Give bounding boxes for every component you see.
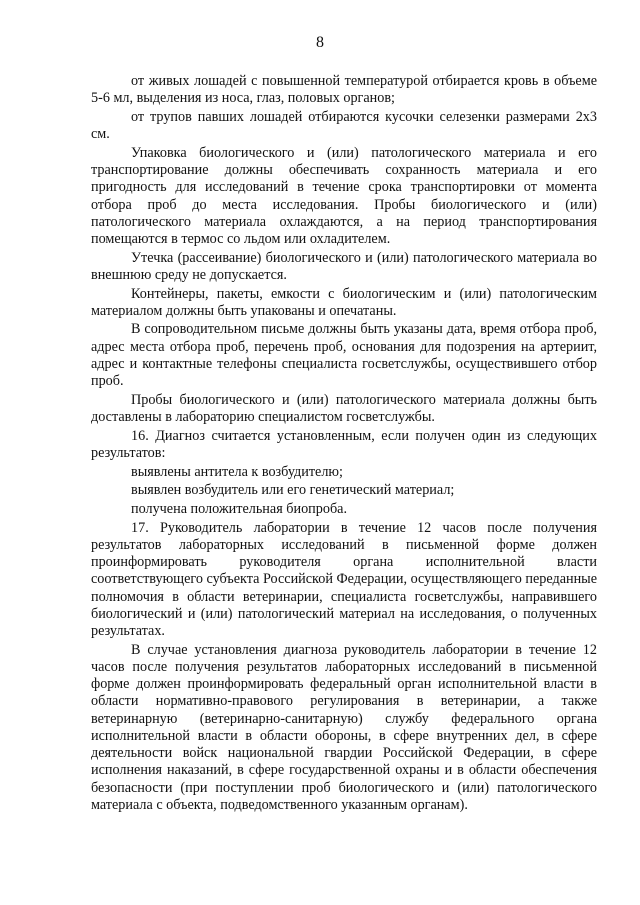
list-item-bioassay: получена положительная биопроба.	[131, 500, 348, 517]
list-item-antibodies: выявлены антитела к возбудителю;	[131, 463, 343, 480]
paragraph-containers-sealed: Контейнеры, пакеты, емкости с биологическим и (или) патологическим материалом должны быть упакованы и опечатаны.	[91, 285, 597, 319]
list-item-pathogen: выявлен возбудитель или его генетический материал;	[131, 482, 455, 499]
paragraph-delivery: Пробы биологического и (или) патологического материала должны быть доставлены в лабораторию специалистом госветслужбы.	[91, 391, 597, 426]
paragraph-packaging-transport: Упаковка биологического и (или) патологического материала и его транспортирование должны обеспечивать сохранность материала и его пригодность для исследований в течение срока транспортировки от момента отбора проб до места исследования. Пробы биологического и (или) патологического материала охлаждаются, а на период транспортирования помещаются в термос со льдом или охладителем.	[91, 144, 597, 248]
paragraph-spleen-sampling: от трупов павших лошадей отбираются кусочки селезенки размерами 2х3 см.	[91, 108, 597, 143]
paragraph-cover-letter: В сопроводительном письме должны быть указаны дата, время отбора проб, адрес места отбора проб, перечень проб, основания для подозрения на артериит, адрес и контактные телефоны специалиста госветслужбы, осуществившего отбор проб.	[91, 321, 597, 390]
paragraph-diagnosis-notification: В случае установления диагноза руководитель лаборатории в течение 12 часов после получения результатов лабораторных исследований в письменной форме должен проинформировать федеральный орган исполнительной власти в области нормативно-правового регулирования в ветеринарии, а также ветеринарную (ветеринарно-санитарную) службу федерального органа исполнительной власти в области обороны, в сфере внутренних дел, в сфере деятельности войск национальной гвардии Российской Федерации, в сфере исполнения наказаний, в сфере государственной охраны и в области обеспечения безопасности (при поступлении проб биологического и (или) патологического материала с объекта, подведомственного указанным органам).	[91, 641, 597, 813]
document-body	[91, 73, 597, 816]
paragraph-leak-prohibited: Утечка (рассеивание) биологического и (или) патологического материала во внешнюю среду не допускается.	[91, 249, 597, 283]
paragraph-lab-head-17: 17. Руководитель лаборатории в течение 12 часов после получения результатов лабораторных исследований в письменной форме должен проинформировать руководителя органа исполнительной власти соответствующего субъекта Российской Федерации, осуществляющего переданные полномочия в области ветеринарии, специалиста госветслужбы, направившего биологический и (или) патологический материал на исследования, о полученных результатах.	[91, 519, 597, 640]
paragraph-blood-sampling: от живых лошадей с повышенной температурой отбирается кровь в объеме 5-6 мл, выделения из носа, глаз, половых органов;	[91, 73, 597, 107]
page-number: 8	[316, 34, 324, 51]
paragraph-diagnosis-16: 16. Диагноз считается установленным, если получен один из следующих результатов:	[91, 427, 597, 461]
